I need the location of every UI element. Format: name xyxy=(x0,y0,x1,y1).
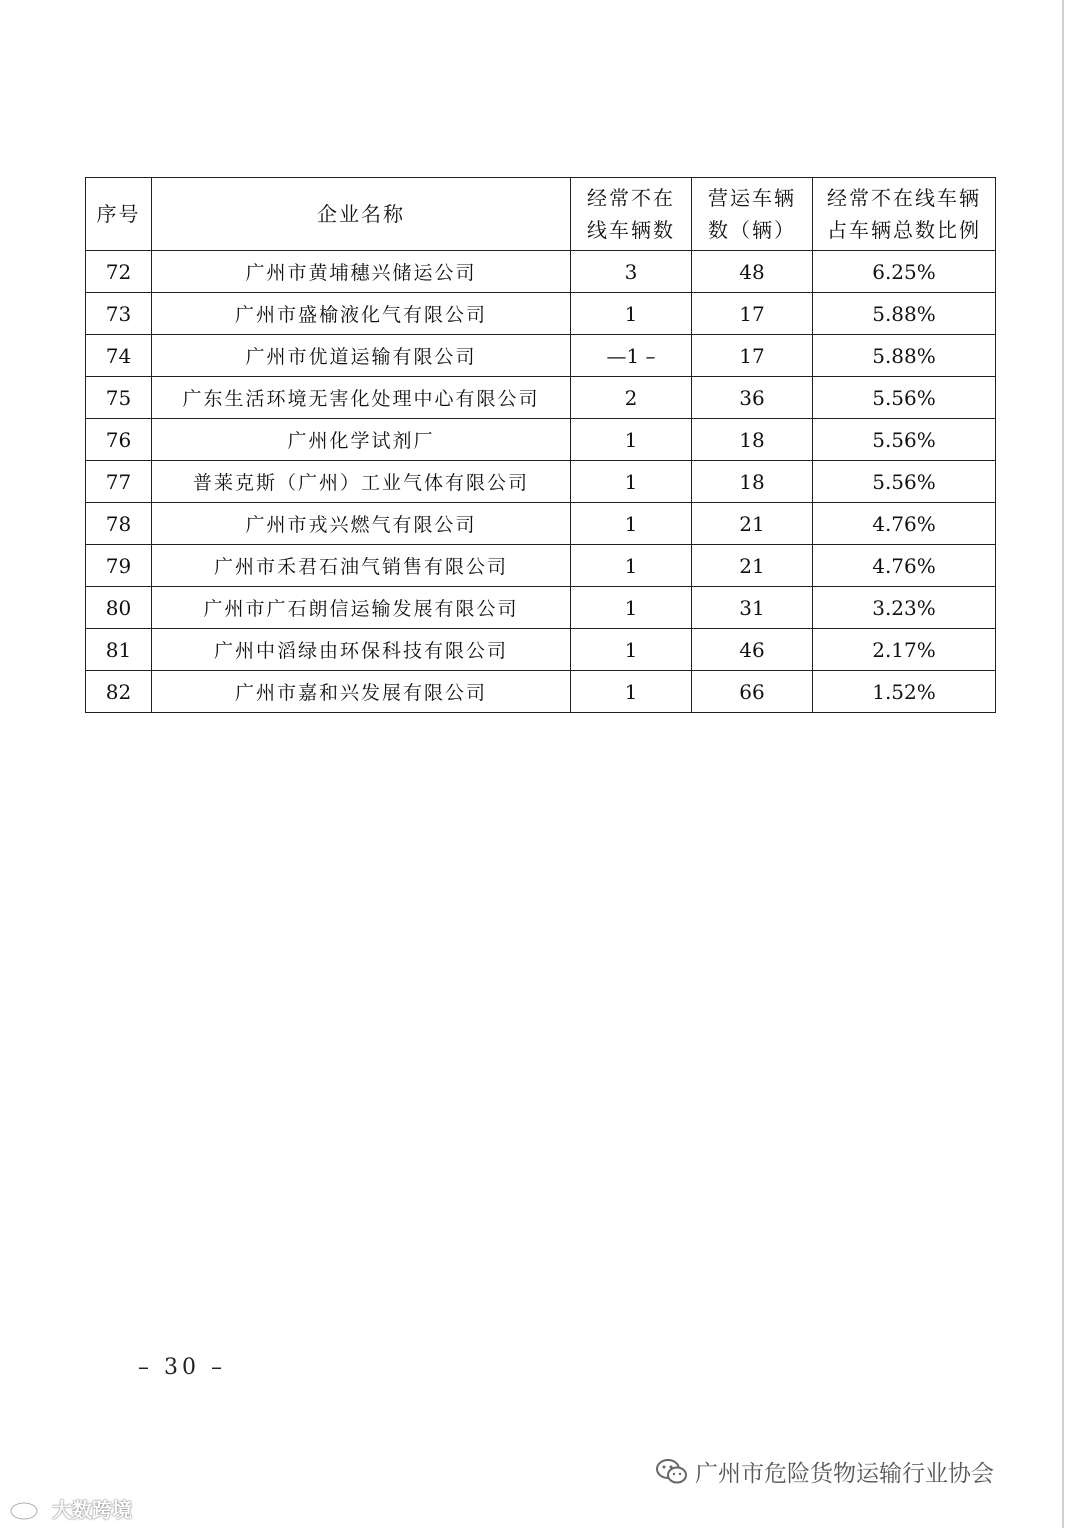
cell-offline: 1 xyxy=(571,419,692,461)
cell-offline: 1 xyxy=(571,671,692,713)
table-row xyxy=(86,629,996,671)
cell-operating: 18 xyxy=(692,461,813,503)
cell-offline: 1 xyxy=(571,461,692,503)
table-row xyxy=(86,671,996,713)
cell-seq: 79 xyxy=(86,545,152,587)
table-row xyxy=(86,545,996,587)
cell-ratio: 5.88% xyxy=(813,293,996,335)
cell-offline: 1 xyxy=(571,545,692,587)
table-header-row xyxy=(86,178,996,251)
vehicle-offline-table xyxy=(85,177,996,713)
table-row xyxy=(86,503,996,545)
table-row xyxy=(86,335,996,377)
cell-offline: 1 xyxy=(571,629,692,671)
cell-company: 广州市禾君石油气销售有限公司 xyxy=(152,545,571,587)
cell-ratio: 5.56% xyxy=(813,377,996,419)
watermark xyxy=(8,1494,132,1523)
cell-seq: 78 xyxy=(86,503,152,545)
cell-ratio: 5.56% xyxy=(813,419,996,461)
cell-offline: 1 xyxy=(571,293,692,335)
cell-company: 广州中滔绿由环保科技有限公司 xyxy=(152,629,571,671)
cell-operating: 21 xyxy=(692,545,813,587)
cell-operating: 46 xyxy=(692,629,813,671)
cell-seq: 82 xyxy=(86,671,152,713)
cell-company: 广州化学试剂厂 xyxy=(152,419,571,461)
cell-seq: 80 xyxy=(86,587,152,629)
header-offline-count: 经常不在 线车辆数 xyxy=(571,178,692,251)
cell-seq: 77 xyxy=(86,461,152,503)
cell-company: 广州市黄埔穗兴储运公司 xyxy=(152,251,571,293)
table-row xyxy=(86,419,996,461)
header-company: 企业名称 xyxy=(152,178,571,251)
header-offline-ratio: 经常不在线车辆 占车辆总数比例 xyxy=(813,178,996,251)
cell-offline: 1 xyxy=(571,587,692,629)
cell-company: 普莱克斯（广州）工业气体有限公司 xyxy=(152,461,571,503)
table-row xyxy=(86,461,996,503)
cell-offline: 3 xyxy=(571,251,692,293)
wechat-icon xyxy=(655,1457,689,1487)
cell-operating: 21 xyxy=(692,503,813,545)
cell-seq: 76 xyxy=(86,419,152,461)
cell-seq: 81 xyxy=(86,629,152,671)
cell-company: 广州市盛榆液化气有限公司 xyxy=(152,293,571,335)
cell-seq: 75 xyxy=(86,377,152,419)
table-row xyxy=(86,251,996,293)
cell-company: 广州市戎兴燃气有限公司 xyxy=(152,503,571,545)
header-seq: 序号 xyxy=(86,178,152,251)
cell-seq: 73 xyxy=(86,293,152,335)
cell-seq: 72 xyxy=(86,251,152,293)
cell-ratio: 4.76% xyxy=(813,545,996,587)
cell-operating: 48 xyxy=(692,251,813,293)
table-row xyxy=(86,377,996,419)
cell-operating: 18 xyxy=(692,419,813,461)
cell-company: 广州市广石朗信运输发展有限公司 xyxy=(152,587,571,629)
cell-seq: 74 xyxy=(86,335,152,377)
weibo-icon xyxy=(8,1497,48,1521)
cell-ratio: 6.25% xyxy=(813,251,996,293)
table-row xyxy=(86,587,996,629)
cell-offline: 1 xyxy=(571,503,692,545)
page-number: – 30 – xyxy=(138,1355,226,1380)
watermark-text: 大数跨境 xyxy=(52,1498,132,1522)
cell-offline: —1 – xyxy=(571,335,692,377)
cell-offline: 2 xyxy=(571,377,692,419)
cell-ratio: 1.52% xyxy=(813,671,996,713)
cell-company: 广州市嘉和兴发展有限公司 xyxy=(152,671,571,713)
cell-ratio: 5.56% xyxy=(813,461,996,503)
cell-company: 广州市优道运输有限公司 xyxy=(152,335,571,377)
cell-company: 广东生活环境无害化处理中心有限公司 xyxy=(152,377,571,419)
scan-edge-line xyxy=(1062,0,1064,1528)
cell-ratio: 4.76% xyxy=(813,503,996,545)
cell-ratio: 3.23% xyxy=(813,587,996,629)
header-operating-count: 营运车辆 数（辆） xyxy=(692,178,813,251)
footer-brand-text: 广州市危险货物运输行业协会 xyxy=(695,1461,994,1487)
table-row xyxy=(86,293,996,335)
cell-operating: 17 xyxy=(692,335,813,377)
cell-operating: 17 xyxy=(692,293,813,335)
cell-operating: 36 xyxy=(692,377,813,419)
footer-brand xyxy=(655,1455,994,1488)
cell-ratio: 5.88% xyxy=(813,335,996,377)
cell-ratio: 2.17% xyxy=(813,629,996,671)
cell-operating: 31 xyxy=(692,587,813,629)
cell-operating: 66 xyxy=(692,671,813,713)
